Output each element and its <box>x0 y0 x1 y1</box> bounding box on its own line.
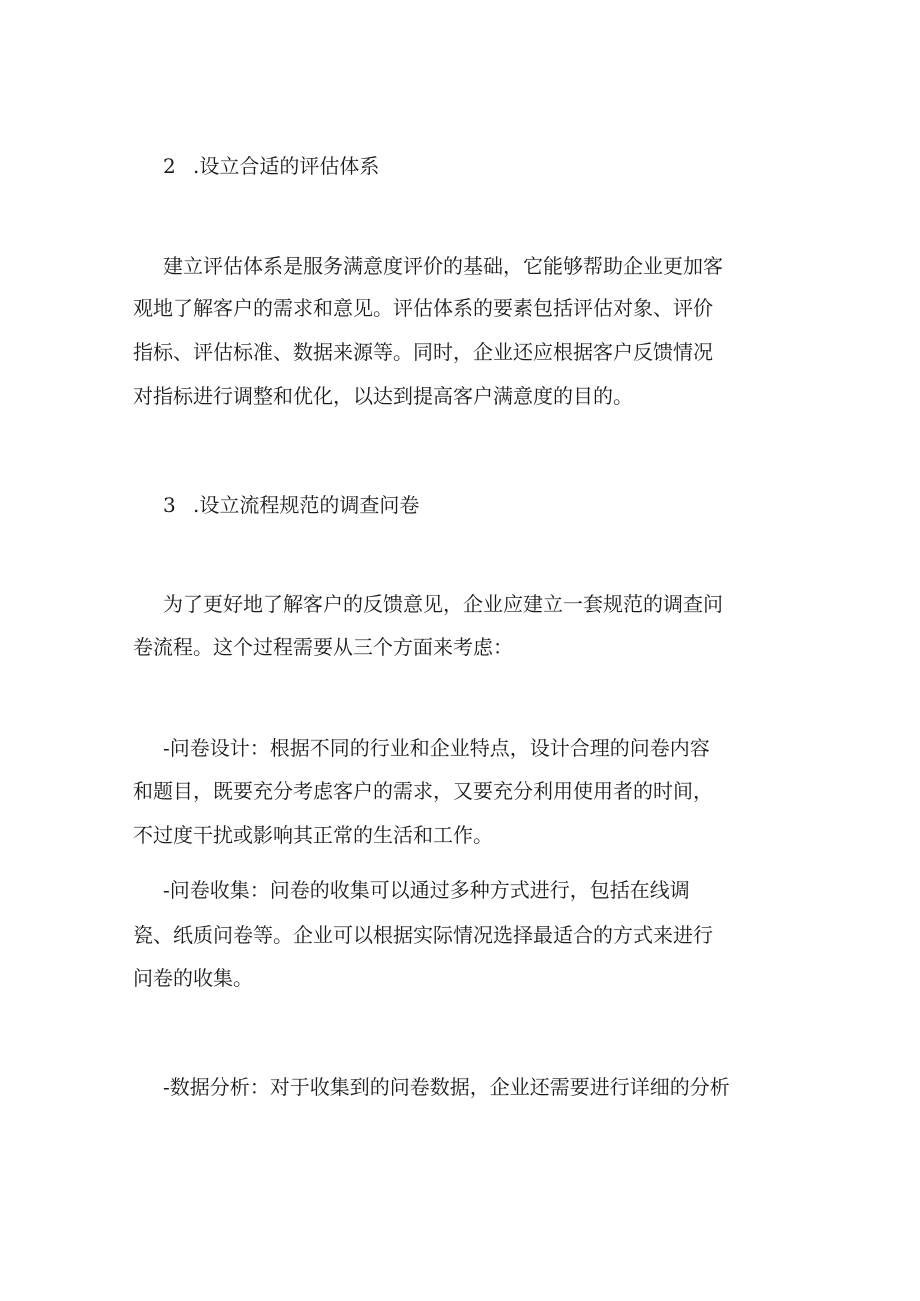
bullet-line: -问卷设计：根据不同的行业和企业特点，设计合理的问卷内容 <box>163 736 710 760</box>
paragraph-line: 建立评估体系是服务满意度评价的基础，它能够帮助企业更加客 <box>163 254 723 278</box>
section-heading <box>163 492 920 518</box>
bullet-line: -问卷收集：问卷的收集可以通过多种方式进行，包括在线调 <box>163 878 690 902</box>
section-title: .设立流程规范的调查问卷 <box>193 493 420 517</box>
bullet-line: 问卷的收集。 <box>133 966 253 990</box>
bullet-line: 和题目，既要充分考虑客户的需求，又要充分利用使用者的时间， <box>133 779 713 803</box>
paragraph-line: 卷流程。这个过程需要从三个方面来考虑： <box>133 635 513 659</box>
section-title: .设立合适的评估体系 <box>193 154 380 178</box>
bullet-line: 不过度干扰或影响其正常的生活和工作。 <box>133 823 493 847</box>
paragraph-line: 指标、评估标准、数据来源等。同时，企业还应根据客户反馈情况 <box>133 340 713 364</box>
bullet-line: 瓷、纸质问卷等。企业可以根据实际情况选择最适合的方式来进行 <box>133 923 713 947</box>
paragraph-line: 对指标进行调整和优化，以达到提高客户满意度的目的。 <box>133 384 633 408</box>
section-number: 2 <box>163 154 176 178</box>
paragraph-line: 观地了解客户的需求和意见。评估体系的要素包括评估对象、评价 <box>133 296 713 320</box>
section-heading <box>163 153 920 179</box>
paragraph-line: 为了更好地了解客户的反馈意见，企业应建立一套规范的调查问 <box>163 592 723 616</box>
section-number: 3 <box>163 493 176 517</box>
bullet-line: -数据分析：对于收集到的问卷数据，企业还需要进行详细的分析 <box>163 1075 730 1099</box>
